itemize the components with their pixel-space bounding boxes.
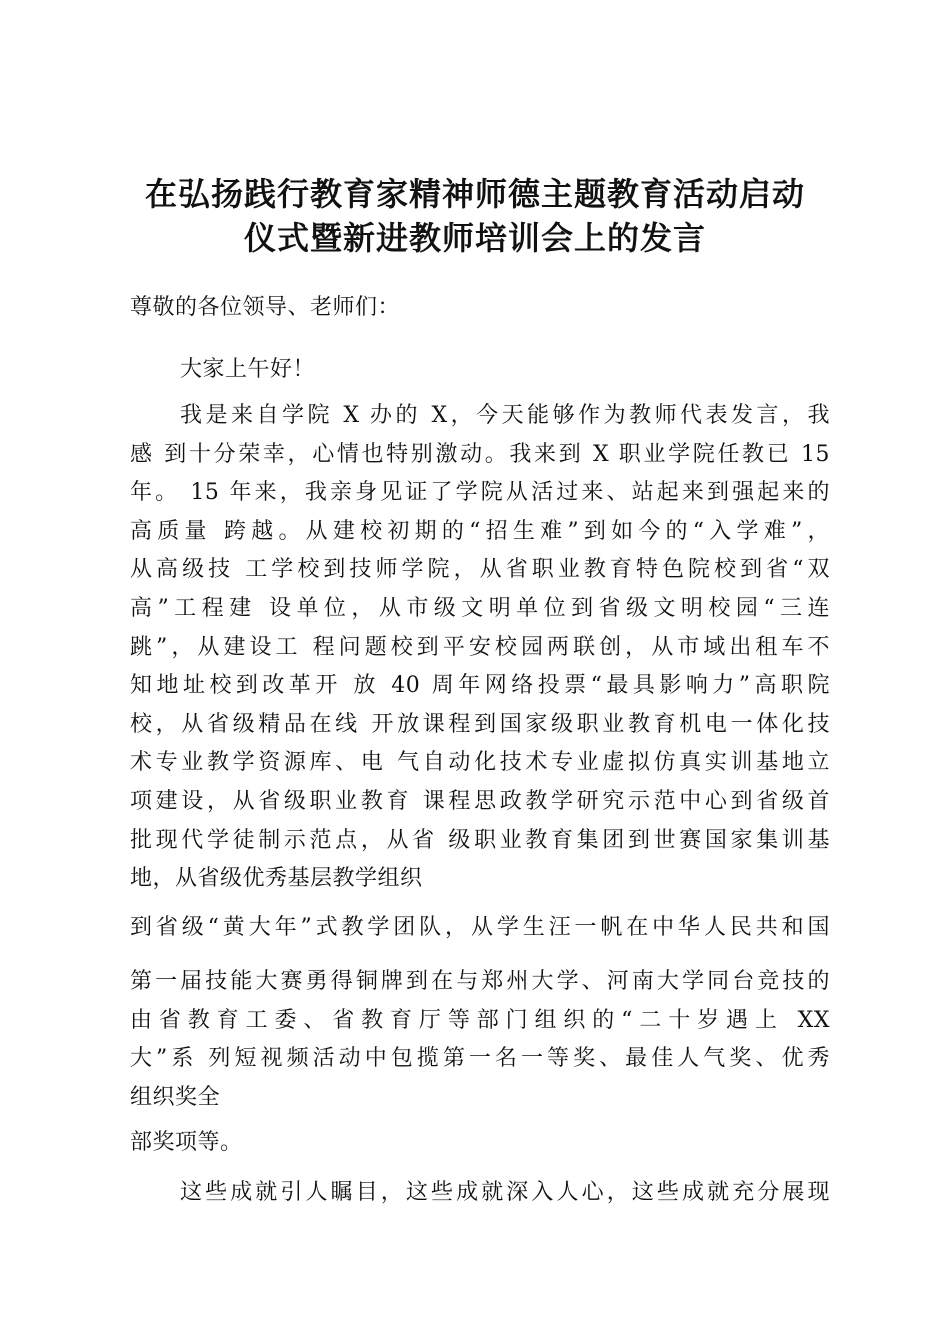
paragraph-line: 高质量 跨越。从建校初期的“招生难”到如今的“入学难”，: [130, 518, 830, 544]
paragraph-line: 批现代学徒制示范点，从省 级职业教育集团到世赛国家集训基: [130, 827, 830, 853]
paragraph-5: [130, 1174, 830, 1213]
paragraph-line: 由省教育工委、省教育厅等部门组织的“二十岁遇上 XX: [130, 1007, 830, 1033]
greeting: [130, 351, 830, 390]
paragraph-line: 年。 15 年来，我亲身见证了学院从活过来、站起来到强起来的: [130, 480, 830, 506]
paragraph-line: 项建设，从省级职业教育 课程思政教学研究示范中心到省级首: [130, 788, 830, 814]
paragraph-line: 高”工程建 设单位，从市级文明单位到省级文明校园“三连: [130, 595, 830, 621]
paragraph-line: 到省级“黄大年”式教学团队，从学生汪一帆在中华人民共和国: [130, 915, 830, 940]
paragraph-line: 这些成就引人瞩目，这些成就深入人心，这些成就充分展现: [180, 1180, 830, 1205]
paragraph-3: [130, 963, 830, 1117]
paragraph-line: 术专业教学资源库、电 气自动化技术专业虚拟仿真实训基地立: [130, 750, 830, 776]
paragraph-line: 大”系 列短视频活动中包揽第一名一等奖、最佳人气奖、优秀: [130, 1046, 830, 1072]
paragraph-line: 知地址校到改革开 放 40 周年网络投票“最具影响力”高职院: [130, 673, 830, 699]
paragraph-1: [130, 397, 830, 899]
paragraph-line: 地，从省级优秀基层教学组织: [130, 866, 423, 892]
paragraph-line: 部奖项等。: [130, 1130, 243, 1155]
paragraph-line: 第一届技能大赛勇得铜牌到在与郑州大学、河南大学同台竞技的: [130, 969, 830, 994]
title-line: 在弘扬践行教育家精神师德主题教育活动启动: [144, 175, 805, 213]
paragraph-line: 从高级技 工学校到技师学院，从省职业教育特色院校到省“双: [130, 557, 830, 583]
paragraph-line: 感 到十分荣幸，心情也特别激动。我来到 X 职业学院任教已 15: [130, 441, 830, 467]
title-line: 仪式暨新进教师培训会上的发言: [243, 219, 706, 257]
salutation-text: 尊敬的各位领导、老师们：: [130, 295, 401, 320]
paragraph-4: [130, 1124, 830, 1163]
paragraph-line: 校，从省级精品在线 开放课程到国家级职业教育机电一体化技: [130, 711, 830, 737]
paragraph-line: 组织奖全: [130, 1084, 221, 1110]
document-title: [60, 172, 890, 260]
greeting-text: 大家上午好！: [180, 357, 316, 382]
salutation: [130, 289, 830, 328]
paragraph-2: [130, 909, 830, 948]
paragraph-line: 跳”，从建设工 程问题校到平安校园两联创，从市域出租车不: [130, 634, 830, 660]
paragraph-line: 我是来自学院 X 办的 X，今天能够作为教师代表发言，我: [180, 403, 830, 428]
